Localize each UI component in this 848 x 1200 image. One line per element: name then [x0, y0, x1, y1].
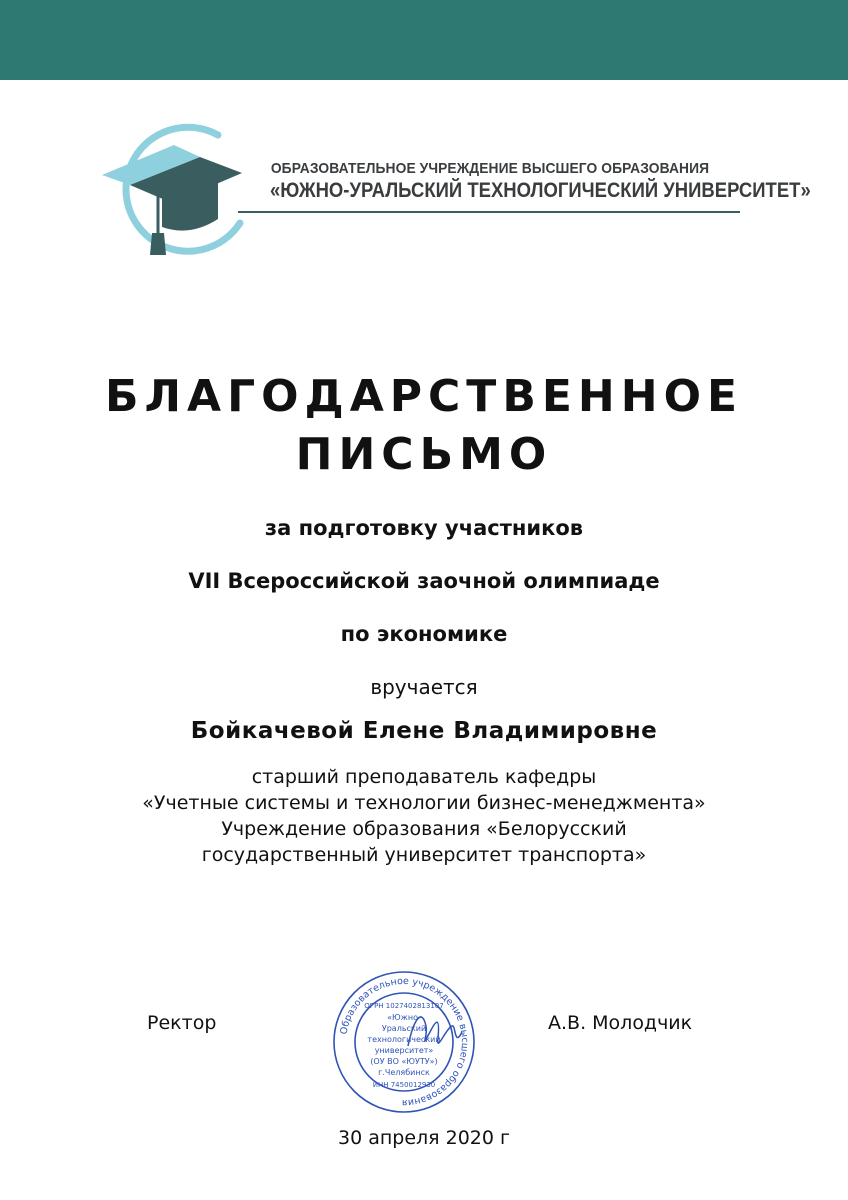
org-name-line2: «ЮЖНО-УРАЛЬСКИЙ ТЕХНОЛОГИЧЕСКИЙ УНИВЕРСИТЕТ» — [270, 179, 811, 202]
position-line2: «Учетные системы и технологии бизнес-менеджмента» — [142, 792, 706, 814]
signer-name: А.В. Молодчик — [548, 1012, 693, 1034]
awarded-text: вручается — [370, 675, 478, 699]
stamp-ring-text: Образовательное учреждение высшего образования — [338, 975, 471, 1109]
stamp-line2: «Южно- — [387, 1013, 421, 1022]
stamp-line7: г.Челябинск — [378, 1068, 430, 1077]
stamp-line6: (ОУ ВО «ЮУТУ») — [370, 1057, 438, 1066]
position-line3: Учреждение образования «Белорусский — [221, 818, 627, 840]
title-line1: БЛАГОДАРСТВЕННОЕ — [104, 371, 744, 422]
letter-date: 30 апреля 2020 г — [337, 1127, 511, 1149]
top-color-band — [0, 0, 848, 80]
graduation-cap-icon — [100, 115, 260, 260]
stamp-line1: ОГРН 1027402813107 — [364, 1002, 444, 1010]
stamp-line3: Уральский — [381, 1024, 427, 1033]
title-line2: ПИСЬМО — [295, 429, 553, 480]
subtitle-line3: по экономике — [340, 622, 508, 646]
stamp-line4: технологический — [367, 1035, 441, 1044]
stamp-line8: ИНН 7450012930 — [372, 1081, 436, 1089]
stamp-line5: университет» — [374, 1046, 434, 1055]
org-underline — [238, 211, 740, 213]
letter-title — [0, 368, 848, 484]
subtitle-line1: за подготовку участников — [264, 516, 584, 540]
organization-name — [240, 160, 811, 204]
subtitle-line2: VII Всероссийской заочной олимпиаде — [188, 569, 660, 593]
position-line1: старший преподаватель кафедры — [251, 766, 597, 788]
signer-role: Ректор — [147, 1012, 217, 1034]
recipient-position — [0, 764, 848, 868]
org-name-line1: ОБРАЗОВАТЕЛЬНОЕ УЧРЕЖДЕНИЕ ВЫСШЕГО ОБРАЗОВАНИЯ — [270, 160, 710, 177]
official-stamp — [330, 968, 478, 1116]
recipient-name: Бойкачевой Елене Владимировне — [190, 718, 658, 744]
position-line4: государственный университет транспорта» — [201, 844, 647, 866]
